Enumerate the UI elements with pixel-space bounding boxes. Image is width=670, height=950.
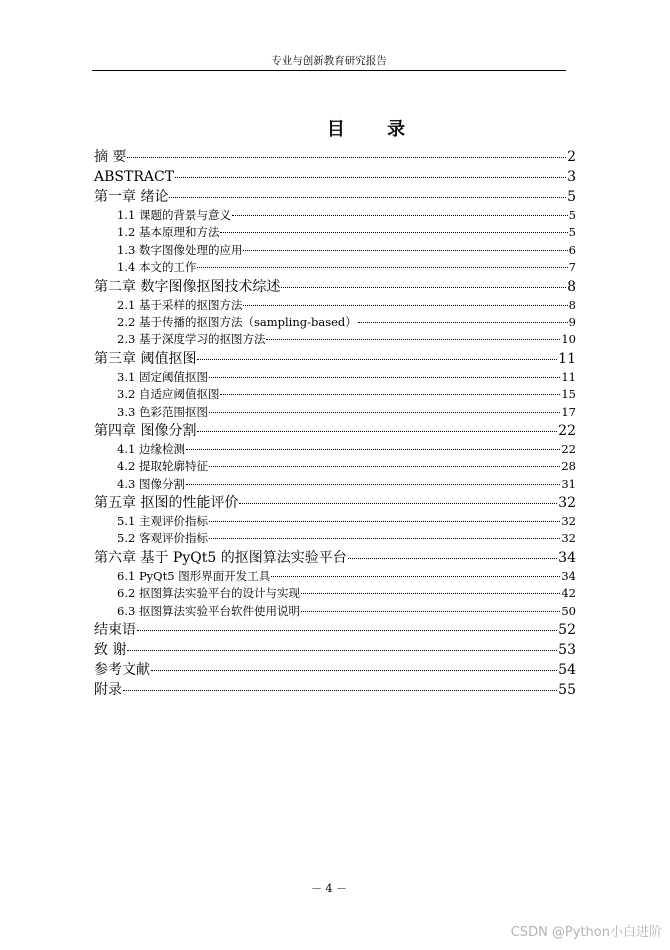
dot-leader: [137, 630, 557, 631]
toc-entry[interactable]: [94, 386, 576, 403]
toc-entry[interactable]: [94, 207, 576, 224]
dot-leader: [127, 157, 566, 158]
toc-entry-page: 32: [561, 514, 576, 529]
toc-entry-label: 3.3 色彩范围抠图: [117, 404, 208, 419]
toc-entry-label: 4.2 提取轮廓特征: [117, 459, 208, 474]
toc-entry[interactable]: [94, 548, 576, 568]
toc-entry-label: 第五章 抠图的性能评价: [94, 495, 239, 512]
toc-entry-label: 2.1 基于采样的抠图方法: [117, 297, 243, 312]
dot-leader: [186, 484, 560, 485]
toc-entry[interactable]: [94, 620, 576, 640]
toc-entry-page: 54: [558, 662, 576, 679]
toc-entry[interactable]: [94, 493, 576, 513]
toc-entry-page: 9: [568, 314, 576, 329]
toc-entry-page: 50: [561, 603, 576, 618]
dot-leader: [186, 449, 560, 450]
toc-entry-page: 53: [558, 642, 576, 659]
toc-entry-page: 5: [568, 208, 576, 222]
dot-leader: [209, 538, 560, 539]
toc-entry-label: 6.1 PyQt5 图形界面开发工具: [117, 568, 271, 583]
dot-leader: [358, 322, 568, 323]
dot-leader: [197, 431, 557, 432]
toc-entry[interactable]: [94, 349, 576, 369]
toc-entry[interactable]: [94, 513, 576, 530]
dot-leader: [220, 232, 567, 233]
toc-entry-label: 5.1 主观评价指标: [117, 514, 208, 529]
toc-entry[interactable]: [94, 421, 576, 441]
toc-entry-label: 4.1 边缘检测: [117, 441, 185, 456]
toc-entry[interactable]: [94, 458, 576, 475]
toc-entry-label: 第一章 绪论: [94, 189, 169, 205]
toc-entry-page: 15: [561, 387, 576, 402]
toc-entry-page: 32: [561, 531, 576, 546]
toc-entry-page: 3: [567, 169, 576, 185]
dot-leader: [232, 215, 568, 216]
toc-title: 目 录: [326, 119, 424, 140]
dot-leader: [209, 377, 560, 378]
toc-entry-page: 11: [558, 350, 576, 367]
table-of-contents: [94, 147, 576, 700]
toc-entry-label: 致 谢: [94, 642, 127, 659]
dot-leader: [271, 576, 560, 577]
toc-entry-label: 1.4 本文的工作: [117, 260, 197, 275]
dot-leader: [301, 611, 560, 612]
toc-entry-label: 第二章 数字图像抠图技术综述: [94, 278, 281, 295]
dot-leader: [220, 394, 560, 395]
toc-entry-page: 2: [567, 149, 576, 165]
dot-leader: [197, 359, 557, 360]
toc-entry-label: 2.2 基于传播的抠图方法（sampling-based）: [117, 314, 357, 329]
toc-entry[interactable]: [94, 568, 576, 585]
toc-entry-page: 8: [568, 297, 576, 312]
dot-leader: [209, 466, 560, 467]
dot-leader: [243, 305, 567, 306]
toc-entry-page: 6: [568, 242, 576, 257]
toc-entry-page: 28: [561, 459, 576, 474]
toc-entry-label: 6.2 抠图算法实验平台的设计与实现: [117, 586, 300, 601]
toc-entry-page: 8: [567, 278, 576, 295]
dot-leader: [169, 197, 566, 198]
dot-leader: [209, 412, 560, 413]
toc-entry-label: 第六章 基于 PyQt5 的抠图算法实验平台: [94, 549, 347, 566]
dot-leader: [301, 593, 560, 594]
watermark: CSDN @Python小白进阶: [510, 925, 662, 940]
dot-leader: [348, 558, 557, 559]
toc-entry[interactable]: [94, 369, 576, 386]
toc-entry-label: 参考文献: [94, 662, 150, 679]
toc-entry[interactable]: [94, 314, 576, 331]
dot-leader: [239, 503, 557, 504]
dot-leader: [243, 250, 567, 251]
toc-entry-label: 3.1 固定阈值抠图: [117, 369, 208, 384]
toc-entry-label: 1.3 数字图像处理的应用: [117, 242, 243, 257]
dot-leader: [197, 267, 567, 268]
page-number: － 4 －: [311, 882, 347, 895]
toc-entry-label: 1.1 课题的背景与意义: [117, 208, 231, 222]
dot-leader: [209, 521, 560, 522]
toc-entry-page: 7: [568, 260, 576, 275]
toc-entry-page: 32: [558, 495, 576, 512]
toc-entry[interactable]: [94, 530, 576, 547]
toc-entry-label: 摘 要: [94, 149, 127, 165]
toc-entry[interactable]: [94, 585, 576, 602]
toc-entry-page: 55: [558, 682, 576, 699]
toc-entry[interactable]: [94, 259, 576, 276]
toc-entry[interactable]: [94, 331, 576, 348]
toc-entry[interactable]: [94, 404, 576, 421]
toc-entry-label: 4.3 图像分割: [117, 476, 185, 491]
toc-entry[interactable]: [94, 441, 576, 458]
header-rule: [92, 70, 566, 71]
toc-entry-label: 1.2 基本原理和方法: [117, 225, 220, 240]
toc-entry[interactable]: [94, 187, 576, 207]
toc-entry[interactable]: [94, 167, 576, 187]
toc-entry-label: 结束语: [94, 622, 136, 639]
toc-entry[interactable]: [94, 640, 576, 660]
dot-leader: [266, 339, 560, 340]
toc-entry-page: 5: [568, 225, 576, 240]
toc-entry[interactable]: [94, 147, 576, 167]
toc-entry[interactable]: [94, 603, 576, 620]
dot-leader: [175, 177, 566, 178]
dot-leader: [151, 670, 557, 671]
toc-entry-page: 10: [561, 332, 576, 347]
toc-entry-page: 17: [561, 404, 576, 419]
running-header: 专业与创新教育研究报告: [271, 55, 387, 67]
dot-leader: [127, 650, 557, 651]
toc-entry[interactable]: [94, 680, 576, 700]
toc-entry-label: 2.3 基于深度学习的抠图方法: [117, 332, 266, 347]
toc-entry[interactable]: [94, 660, 576, 680]
toc-entry-page: 34: [558, 549, 576, 566]
toc-entry-page: 11: [561, 369, 576, 384]
toc-entry-page: 52: [558, 622, 576, 639]
toc-entry[interactable]: [94, 224, 576, 241]
dot-leader: [281, 287, 566, 288]
toc-entry-page: 31: [561, 476, 576, 491]
toc-entry-label: 6.3 抠图算法实验平台软件使用说明: [117, 603, 300, 618]
toc-entry-page: 42: [561, 586, 576, 601]
dot-leader: [123, 690, 557, 691]
toc-entry-label: 第三章 阈值抠图: [94, 350, 197, 367]
toc-entry-label: 5.2 客观评价指标: [117, 531, 208, 546]
toc-entry-label: 第四章 图像分割: [94, 422, 197, 439]
toc-entry-page: 34: [561, 568, 576, 583]
toc-entry-label: 附录: [94, 682, 122, 699]
toc-entry-label: ABSTRACT: [94, 169, 175, 185]
toc-entry[interactable]: [94, 242, 576, 259]
toc-entry[interactable]: [94, 277, 576, 297]
toc-entry-label: 3.2 自适应阈值抠图: [117, 387, 220, 402]
toc-entry[interactable]: [94, 297, 576, 314]
toc-entry[interactable]: [94, 476, 576, 493]
toc-entry-page: 5: [567, 189, 576, 205]
toc-entry-page: 22: [558, 422, 576, 439]
toc-entry-page: 22: [561, 441, 576, 456]
